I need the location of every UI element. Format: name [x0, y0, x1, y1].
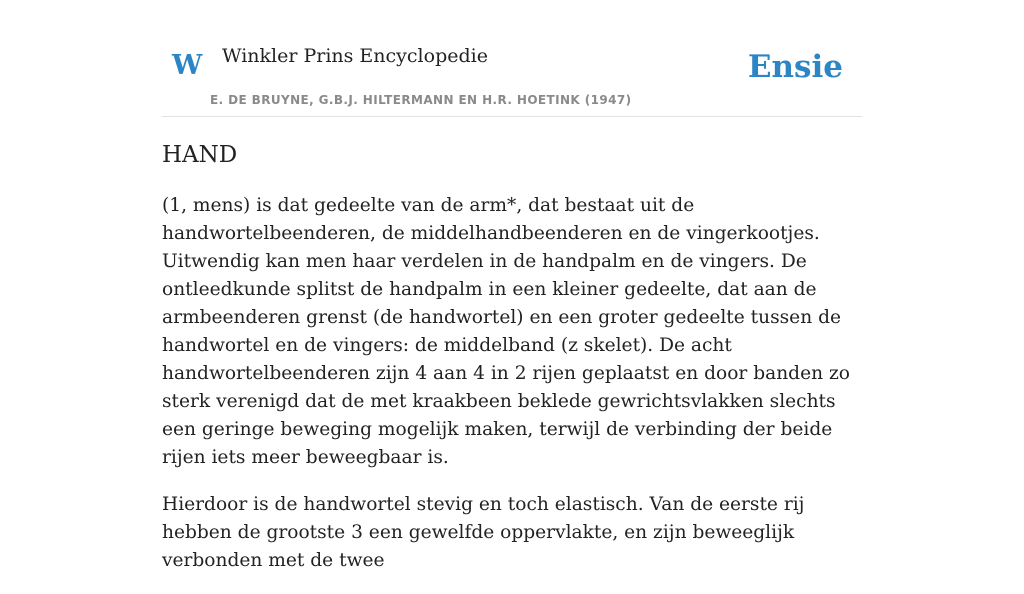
article-paragraph-2: Hierdoor is de handwortel stevig en toch elastisch. Van de eerste rij hebben de grootste 3 een gewelfde oppervlakte, en zijn beweeglijk verbonden met de twee: [162, 494, 805, 571]
brand-logo[interactable]: Ensie: [747, 49, 843, 85]
article-paragraph-1: (1, mens) is dat gedeelte van de arm*, dat bestaat uit de handwortelbeenderen, de middelhandbeenderen en de vingerkootjes. Uitwendig kan men haar verdelen in de handpalm en de vingers. De ontleedkunde splitst de handpalm in een kleiner gedeelte, dat aan de armbeenderen grenst (de handwortel) en een groter gedeelte tussen de handwortel en de vingers: de middelband (z skelet). De acht handwortelbeenderen zijn 4 aan 4 in 2 rijen geplaatst en door banden zo sterk verenigd dat de met kraakbeen beklede gewrichtsvlakken slechts een geringe beweging mogelijk maken, terwijl de verbinding der beide rijen iets meer beweegbaar is.: [162, 195, 850, 468]
publication-authors: E. DE BRUYNE, G.B.J. HILTERMANN EN H.R. HOETINK (1947): [210, 93, 632, 107]
publication-logo[interactable]: W: [172, 50, 203, 81]
article: [162, 140, 862, 594]
site-header: [162, 0, 862, 117]
publication-title[interactable]: Winkler Prins Encyclopedie: [222, 45, 488, 67]
article-title: HAND: [162, 142, 238, 168]
